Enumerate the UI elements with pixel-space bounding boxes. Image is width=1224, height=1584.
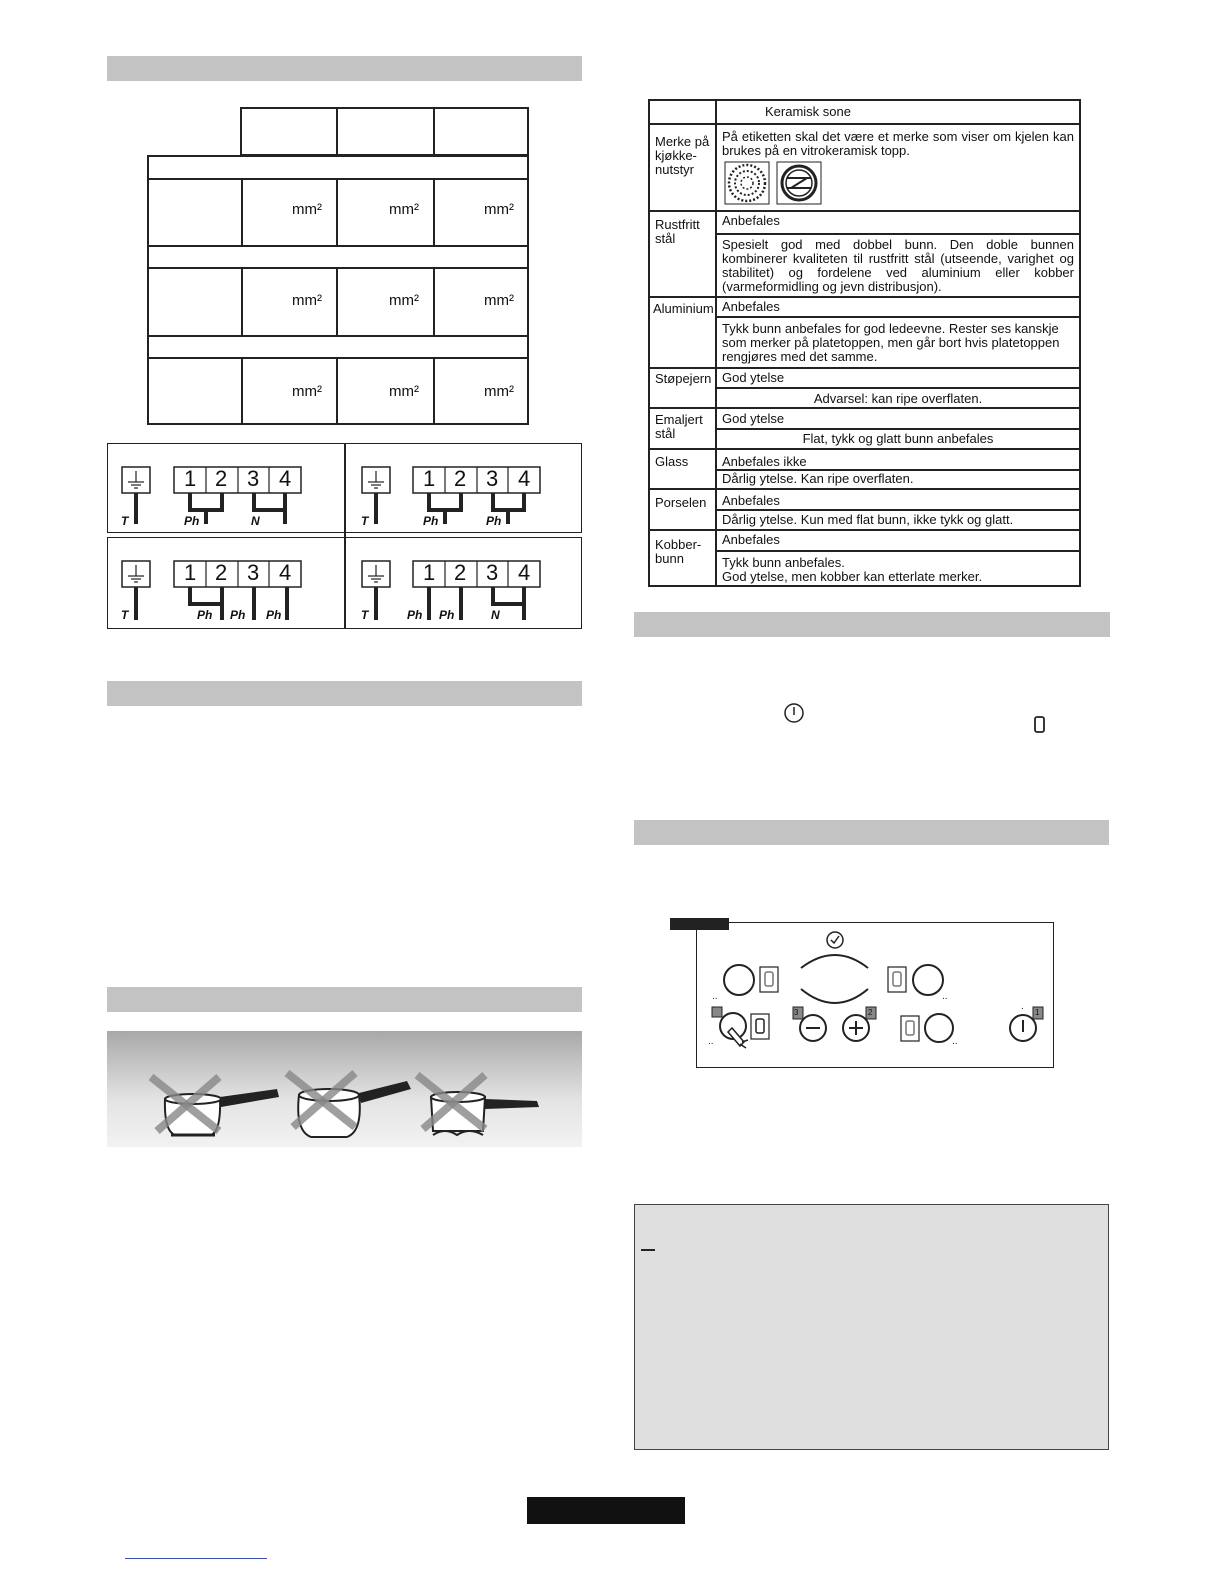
terminal-number: 2 [454,466,467,491]
lock-badge-icon [712,1007,722,1017]
timer-arc-icon [801,955,868,968]
wire-label: T [121,608,129,622]
svg-text:.: . [1021,1001,1024,1012]
wire-label: Ph [266,608,282,622]
terminal-number: 1 [184,466,197,491]
key-lock-icon [720,1013,748,1048]
zone-display [760,967,778,992]
induction-symbol-icon [777,162,821,204]
terminal-number: 3 [486,466,499,491]
note-underline [641,1249,655,1251]
unit-label: mm² [389,383,419,400]
unit-label: mm² [389,292,419,309]
merke-text: På etiketten skal det være et merke som viser om kjelen kan brukes på en vitrokeramisk topp. [722,129,1074,158]
footer-rule [125,1558,267,1559]
terminal-number: 4 [279,466,292,491]
wire-label: Ph [486,514,502,528]
unit-label: mm² [484,383,514,400]
terminal-number: 1 [423,466,436,491]
rating-cell: Anbefales ikke [715,448,1081,471]
power-icon [783,702,805,724]
hob-zone-icon [724,965,754,995]
note-box [634,1204,1109,1450]
unit-label: mm² [389,201,419,218]
terminal-number: 2 [215,466,228,491]
row-label: Støpejern [648,367,717,409]
description-line: Tykk bunn anbefales. [722,555,845,570]
description-cell: Dårlig ytelse. Kan ripe overflaten. [715,469,1081,490]
page-footer-bar [527,1497,685,1524]
wiring-diagrams-drawing [0,0,600,640]
rating-cell: Anbefales [715,529,1081,552]
terminal-number: 1 [423,560,436,585]
description-cell: Tykk bunn anbefales for god ledeevne. Rester ses kanskje som merker på platetoppen, men går bort hvis platetoppen rengjøres med det samme. [715,316,1081,369]
svg-text:..: .. [942,991,948,1002]
wire-label: T [361,514,369,528]
wire-label: Ph [230,608,246,622]
row-label: Rustfritt stål [648,210,717,298]
badge-number: 1 [1035,1008,1040,1017]
terminal-number: 4 [518,560,531,585]
terminal-number: 3 [486,560,499,585]
badge-number: 2 [868,1008,873,1017]
row-label: Kobber-bunn [648,529,717,587]
terminal-number: 3 [247,560,260,585]
wire-label: T [361,608,369,622]
rating-cell: Anbefales [715,210,1081,235]
table-corner-cell [648,99,717,125]
unit-label: mm² [292,201,322,218]
hob-zone-icon [925,1014,953,1042]
wire-label: Ph [423,514,439,528]
wiring-diagram-2 [362,467,540,524]
terminal-number: 4 [279,560,292,585]
terminal-number: 2 [215,560,228,585]
wire-label: Ph [407,608,423,622]
section-header-bar-5 [634,820,1109,845]
power-icon [1010,1015,1036,1041]
row-label: Aluminium [648,296,717,369]
svg-text:..: .. [952,1036,958,1047]
timer-icon [827,932,843,948]
rating-cell: God ytelse [715,367,1081,389]
plus-icon [843,1015,869,1041]
row-label: Porselen [648,488,717,531]
description-cell: Flat, tykk og glatt bunn anbefales [715,428,1081,450]
row-label: Glass [648,448,717,490]
rating-cell: Anbefales [715,488,1081,511]
wiring-diagram-1 [122,467,301,524]
unsuitable-pans-illustration [107,1031,582,1147]
table-header: Keramisk sone [715,99,1081,125]
section-header-bar-2 [107,681,582,706]
row-label: Emaljert stål [648,407,717,450]
vitroceramic-marks [724,161,824,205]
svg-text:..: .. [712,991,718,1002]
section-header-bar-3 [107,987,582,1012]
wire-label: Ph [184,514,200,528]
rating-cell: God ytelse [715,407,1081,430]
terminal-number: 3 [247,466,260,491]
section-header-bar-4 [634,612,1110,637]
control-panel-drawing [696,922,1054,1068]
coil-hob-icon [725,162,769,204]
timer-arc-icon [801,989,868,1003]
unit-label: mm² [484,292,514,309]
badge-number: 3 [794,1008,799,1017]
minus-icon [800,1015,826,1041]
zero-display-icon [1033,715,1047,735]
description-cell: Dårlig ytelse. Kun med flat bunn, ikke tykk og glatt. [715,509,1081,531]
zone-display [751,1014,769,1039]
terminal-number: 2 [454,560,467,585]
unit-label: mm² [292,292,322,309]
zone-display [888,967,906,992]
terminal-number: 4 [518,466,531,491]
wire-label: Ph [439,608,455,622]
terminal-number: 1 [184,560,197,585]
svg-text:..: .. [708,1036,714,1047]
wire-label: Ph [197,608,213,622]
zone-display [901,1016,919,1041]
wire-label: T [121,514,129,528]
description-cell [715,550,1081,587]
description-cell: Advarsel: kan ripe overflaten. [715,387,1081,409]
wire-label: N [491,608,500,622]
description-cell: Spesielt god med dobbel bunn. Den doble bunnen kombinerer kvaliteten til rustfritt stål (utseende, varighet og stabilitet) og fordelene ved aluminium eller kobber (varmeformidling og jevn distribusjon). [715,233,1081,298]
crossed-out-pans-icon [107,1031,582,1147]
wire-label: N [251,514,260,528]
row-label: Merke på kjøkke-nutstyr [648,123,717,212]
unit-label: mm² [484,201,514,218]
description-line: God ytelse, men kobber kan etterlate merker. [722,569,983,584]
hob-zone-icon [913,965,943,995]
unit-label: mm² [292,383,322,400]
rating-cell: Anbefales [715,296,1081,318]
